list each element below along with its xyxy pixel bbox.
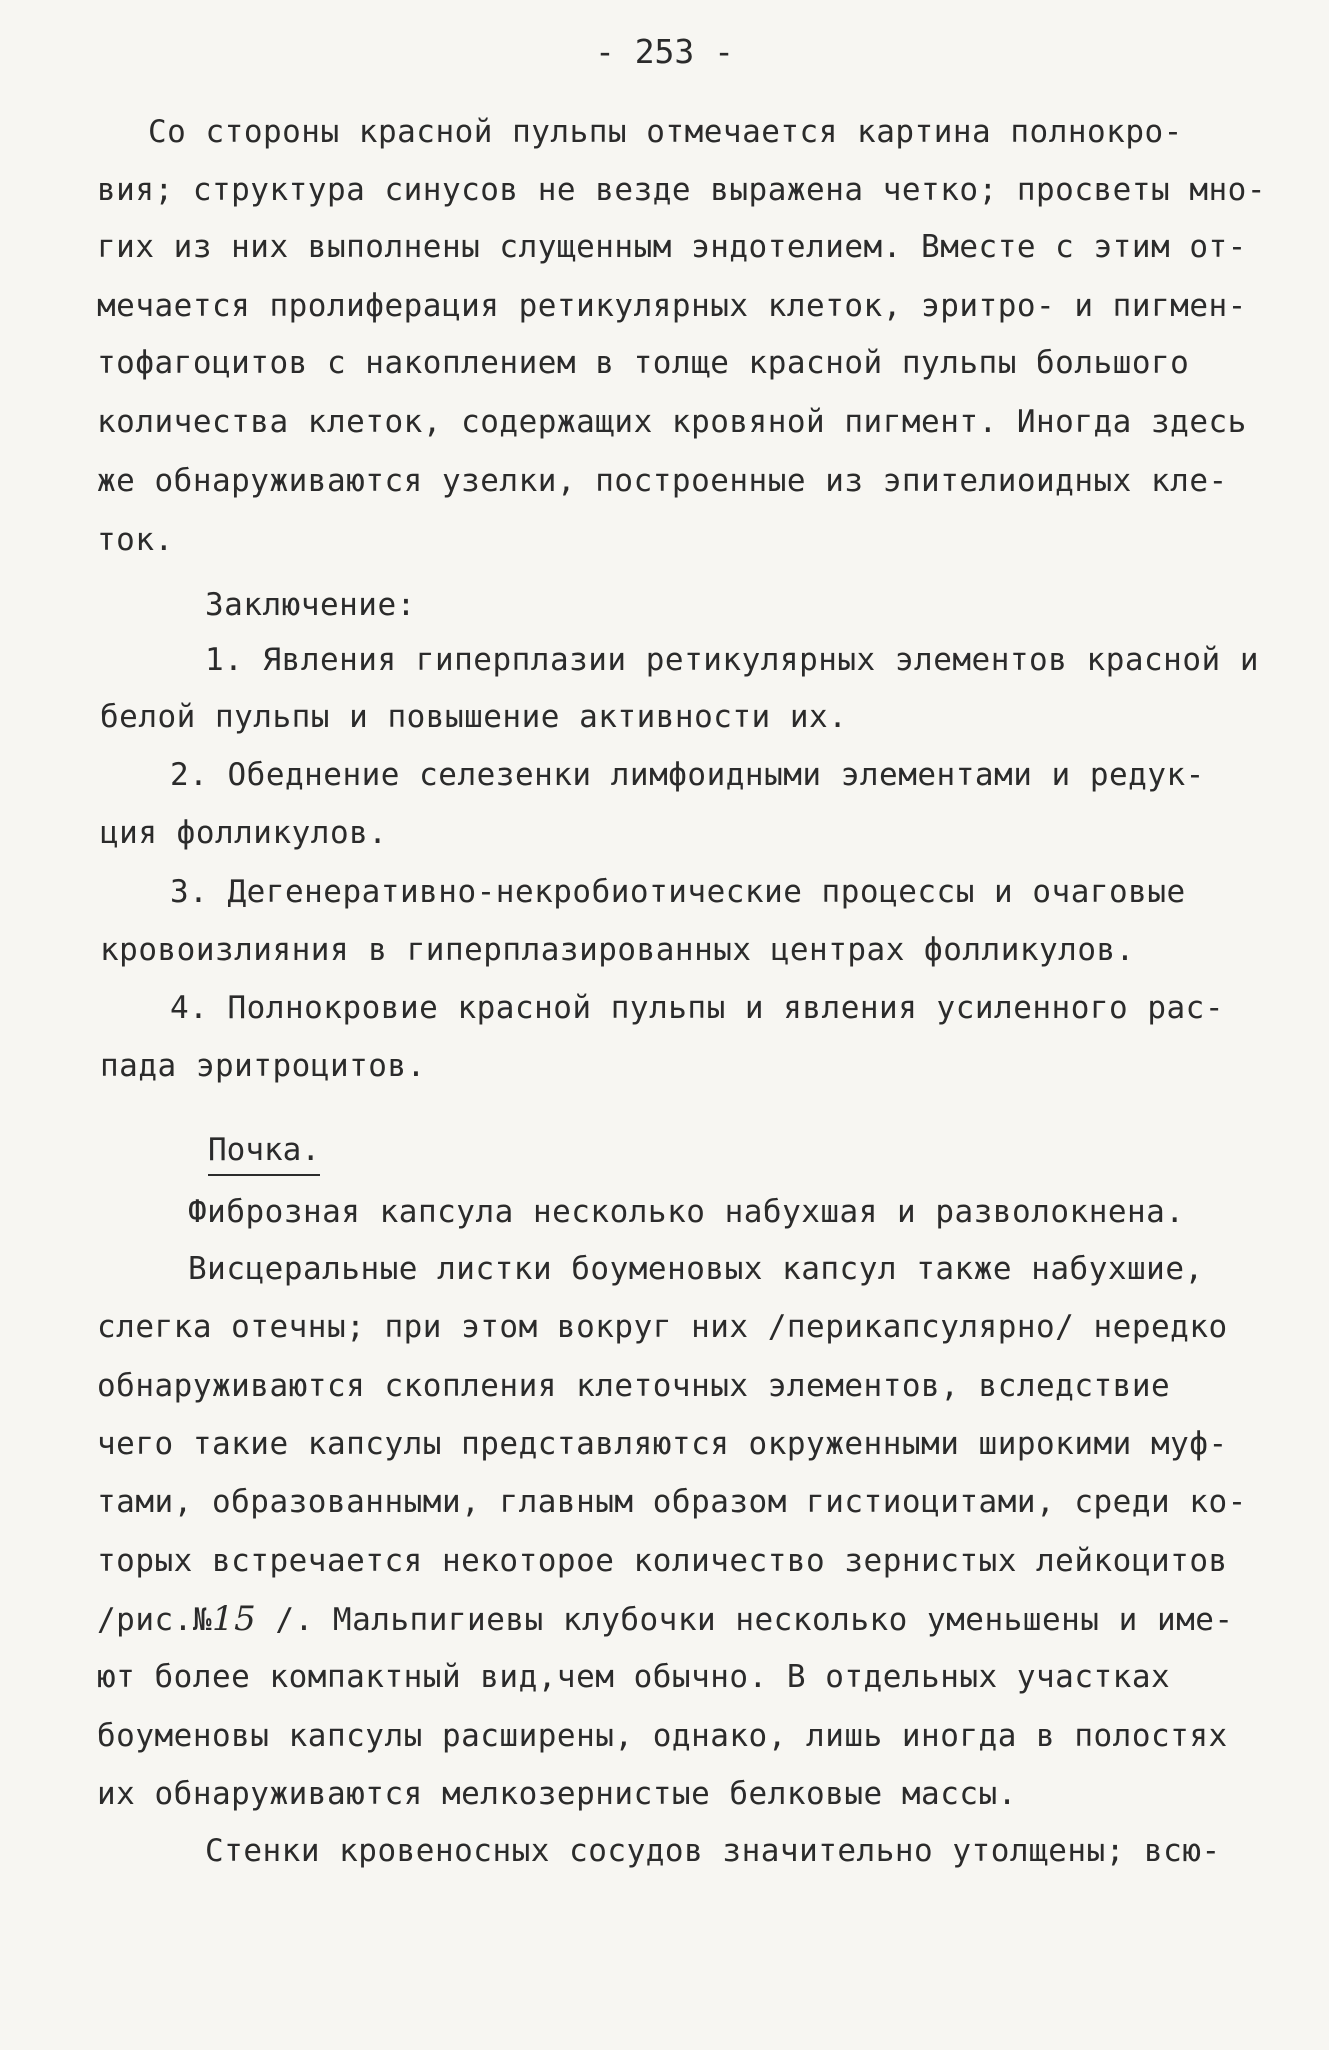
text-line: гих из них выполнены слущенным эндотелием. Вместе с этим от- [97,229,1247,265]
conclusion-item-line: 1. Явления гиперплазии ретикулярных элементов красной и [205,642,1259,678]
figure-ref-suffix: /. Мальпигиевы клубочки несколько уменьшены и име- [256,1602,1234,1638]
conclusion-item-line: белой пульпы и повышение активности их. [100,699,848,735]
text-line: тами, образованными, главным образом гистиоцитами, среди ко- [97,1484,1247,1520]
text-line: торых встречается некоторое количество зернистых лейкоцитов [97,1543,1228,1579]
text-line: Стенки кровеносных сосудов значительно утолщены; всю- [205,1833,1221,1869]
conclusion-item-line: кровоизлияния в гиперплазированных центрах фолликулов. [100,932,1135,968]
figure-reference-line [97,1599,1234,1640]
conclusion-item-line: 4. Полнокровие красной пульпы и явления усиленного рас- [170,990,1224,1026]
figure-ref-prefix: /рис.№ [97,1602,212,1638]
text-line: слегка отечны; при этом вокруг них /перикапсулярно/ нередко [97,1309,1228,1345]
handwritten-figure-number: 15 [211,1599,257,1639]
conclusion-item-line: 2. Обеднение селезенки лимфоидными элементами и редук- [170,757,1205,793]
text-line: вия; структура синусов не везде выражена четко; просветы мно- [97,172,1266,208]
conclusion-item-line: ция фолликулов. [100,815,388,851]
conclusion-title: Заключение: [205,587,416,623]
page-number: - 253 - [594,32,735,71]
text-line: же обнаруживаются узелки, построенные из эпителиоидных кле- [97,463,1228,499]
section-heading: Почка. [208,1130,320,1176]
text-line: тофагоцитов с накоплением в толще красной пульпы большого [97,345,1190,381]
text-line: ют более компактный вид,чем обычно. В отдельных участках [97,1659,1171,1695]
text-line: Со стороны красной пульпы отмечается картина полнокро- [148,114,1183,150]
conclusion-item-line: 3. Дегенеративно-некробиотические процессы и очаговые [170,874,1186,910]
text-line: их обнаруживаются мелкозернистые белковые массы. [97,1776,1017,1812]
text-line: мечается пролиферация ретикулярных клеток, эритро- и пигмен- [97,288,1247,324]
text-line: боуменовы капсулы расширены, однако, лишь иногда в полостях [97,1718,1228,1754]
text-line: Висцеральные листки боуменовых капсул также набухшие, [188,1251,1204,1287]
text-line: Фиброзная капсула несколько набухшая и разволокнена. [188,1194,1185,1230]
text-line: обнаруживаются скопления клеточных элементов, вследствие [97,1368,1171,1404]
text-line: количества клеток, содержащих кровяной пигмент. Иногда здесь [97,404,1247,440]
text-line: чего такие капсулы представляются окруженными широкими муф- [97,1426,1228,1462]
conclusion-item-line: пада эритроцитов. [100,1048,426,1084]
text-line: ток. [97,522,174,558]
